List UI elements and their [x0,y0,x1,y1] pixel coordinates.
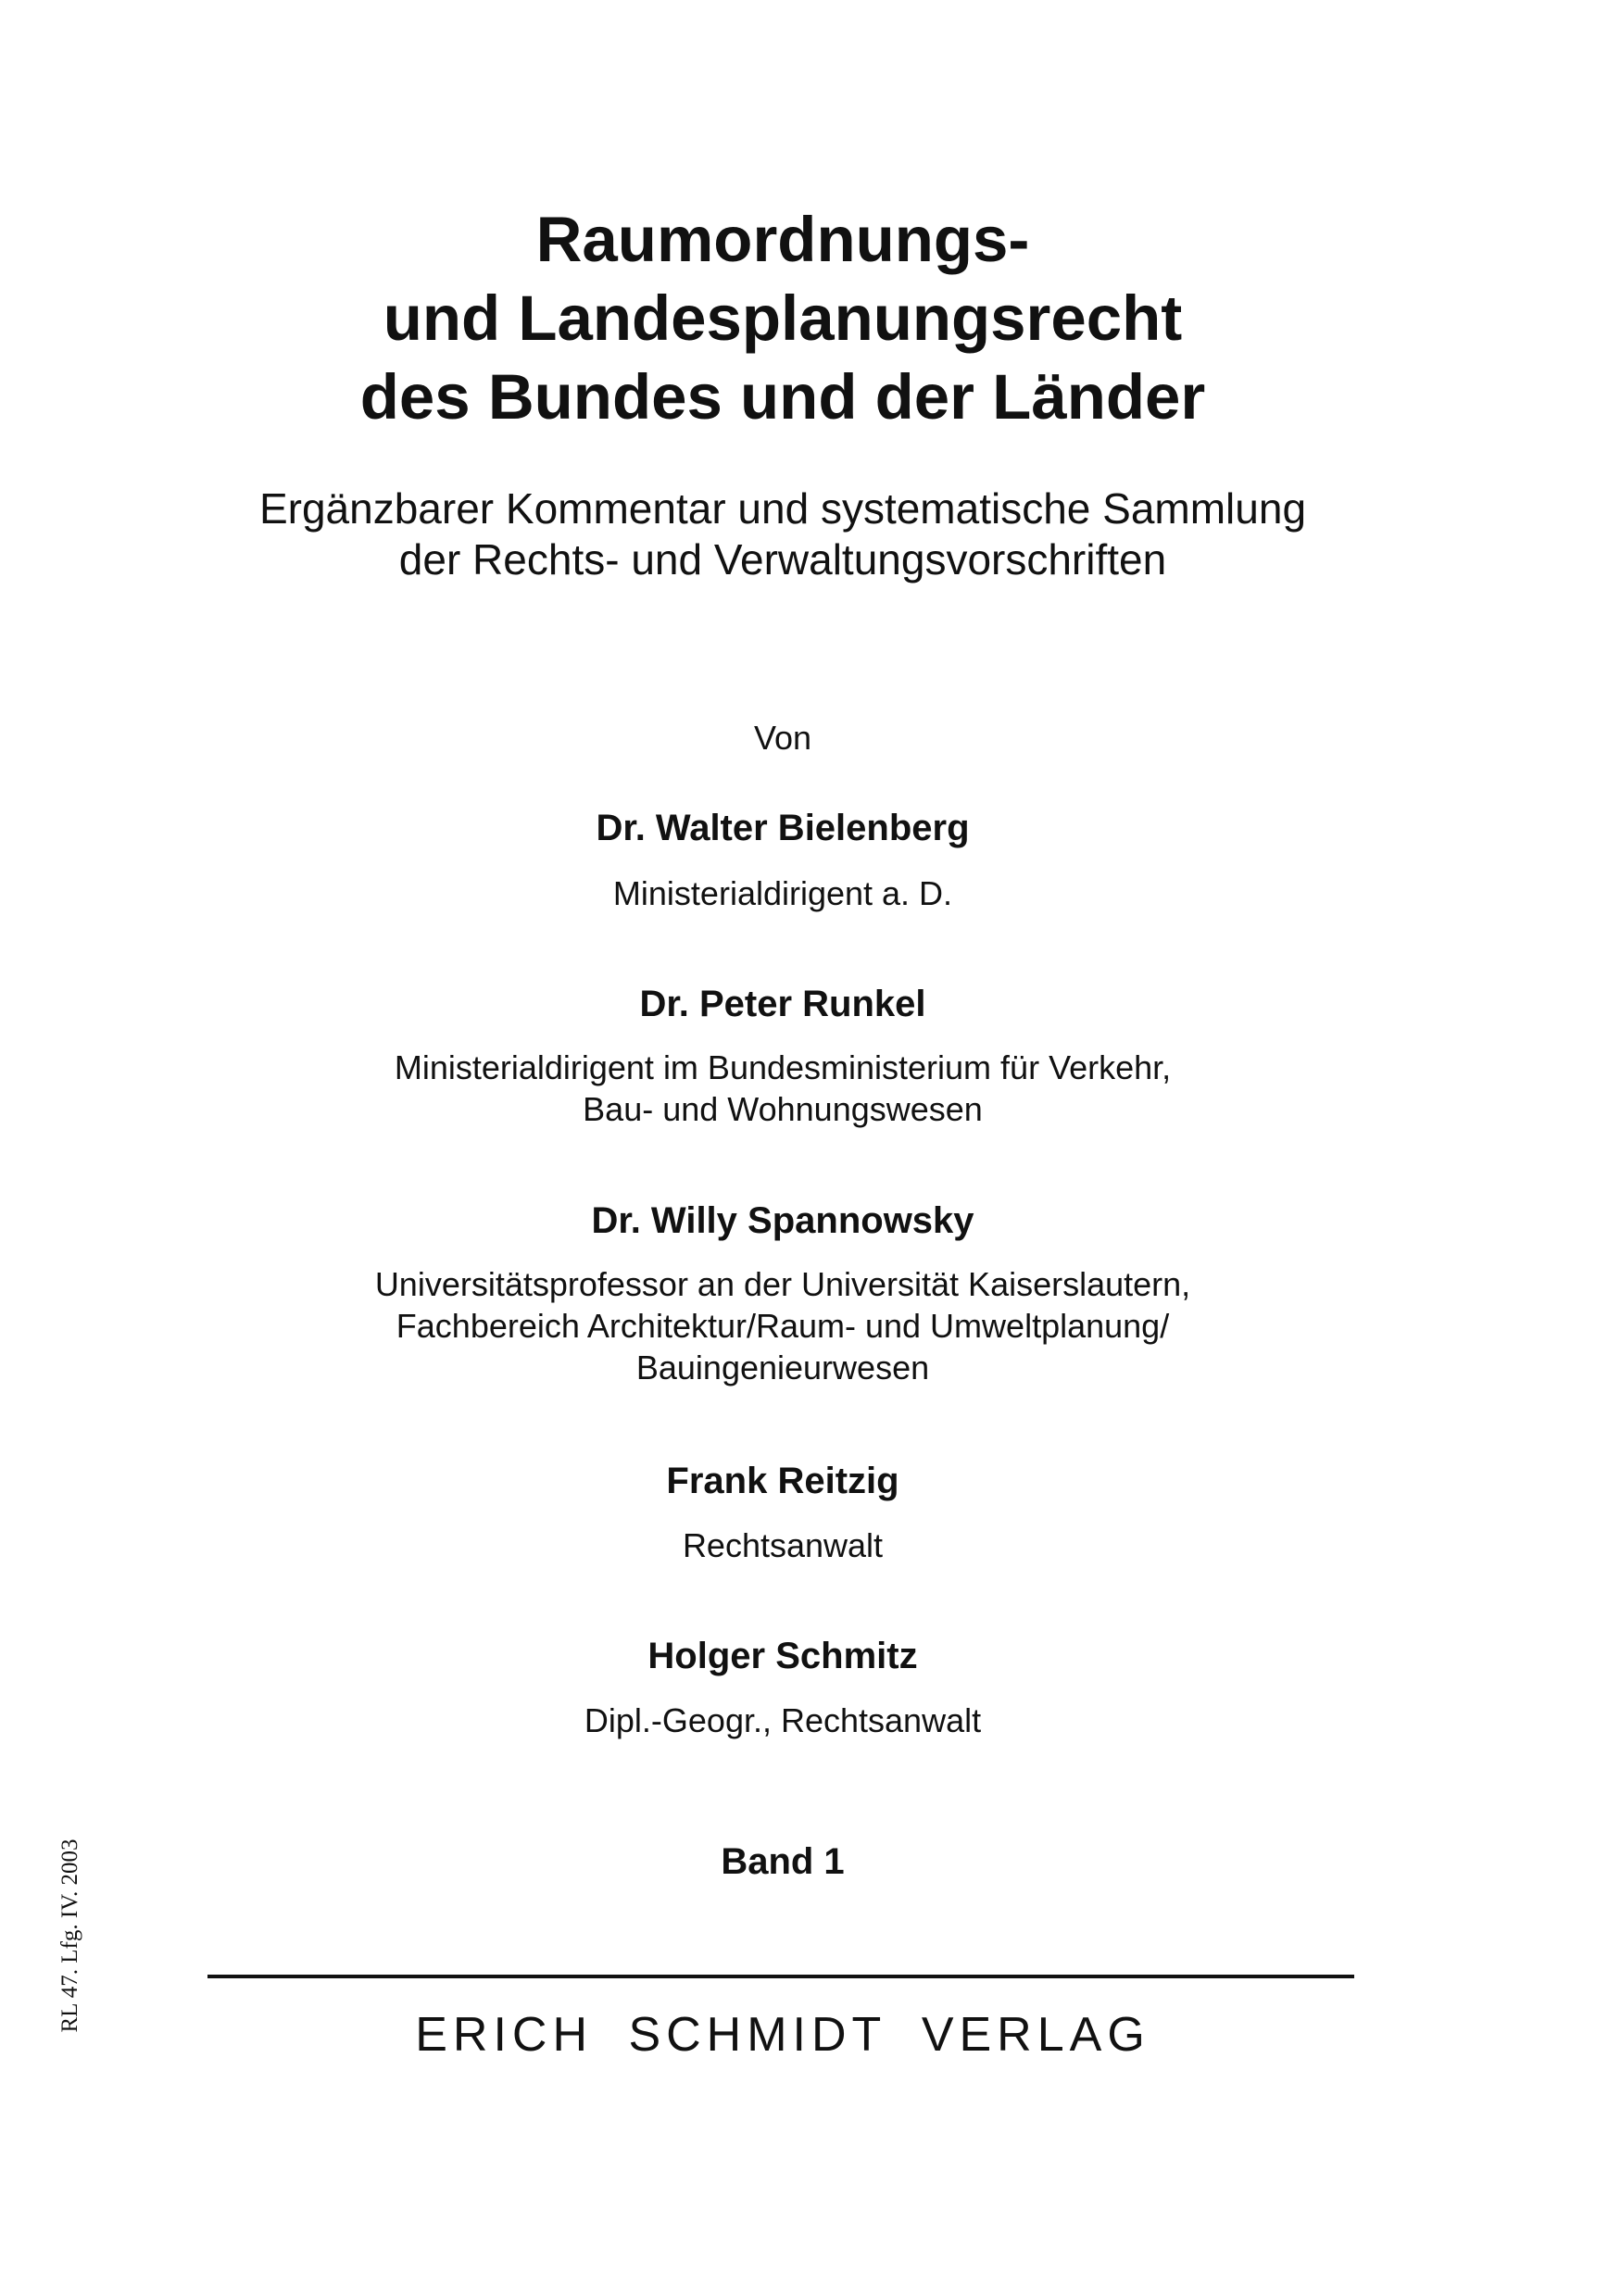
author-role-line: Dipl.-Geogr., Rechtsanwalt [584,1701,982,1739]
author-name-schmitz: Holger Schmitz [647,1636,918,1676]
author-name-spannowsky: Dr. Willy Spannowsky [591,1200,974,1241]
author-role-line: Ministerialdirigent a. D. [612,874,953,912]
author-name-reitzig: Frank Reitzig [666,1461,899,1501]
author-name-runkel: Dr. Peter Runkel [639,984,926,1024]
author-name-bielenberg: Dr. Walter Bielenberg [596,808,970,848]
author-role-line: Ministerialdirigent im Bundesministerium für Verkehr, [394,1048,1172,1086]
author-role-line: Bau- und Wohnungswesen [583,1090,983,1128]
volume-label: Band 1 [721,1841,845,1882]
von-label: Von [753,719,812,757]
book-title [0,200,1565,436]
author-role-line: Bauingenieurwesen [635,1349,930,1386]
book-subtitle-line-1: Ergänzbarer Kommentar und systematische Sammlung [258,484,1307,533]
book-title-line-1: Raumordnungs- [535,204,1030,275]
author-role-spannowsky [0,1263,1565,1388]
book-subtitle [0,483,1565,585]
book-subtitle-line-2: der Rechts- und Verwaltungsvorschriften [398,535,1167,583]
author-role-runkel [0,1047,1565,1130]
author-role-line: Universitätsprofessor an der Universität Kaiserslautern, [374,1265,1191,1303]
author-role-line: Rechtsanwalt [682,1526,884,1564]
book-title-line-2: und Landesplanungsrecht [383,282,1183,354]
author-role-line: Fachbereich Architektur/Raum- und Umweltplanung/ [396,1307,1170,1345]
publisher-name: ERICH SCHMIDT VERLAG [415,2008,1150,2062]
author-role-bielenberg [0,872,1565,914]
author-role-reitzig [0,1524,1565,1566]
publisher-divider [207,1975,1354,1978]
book-title-line-3: des Bundes und der Länder [359,361,1206,433]
author-role-schmitz [0,1700,1565,1741]
edition-side-note: RL 47. Lfg. IV. 2003 [57,1838,82,2033]
